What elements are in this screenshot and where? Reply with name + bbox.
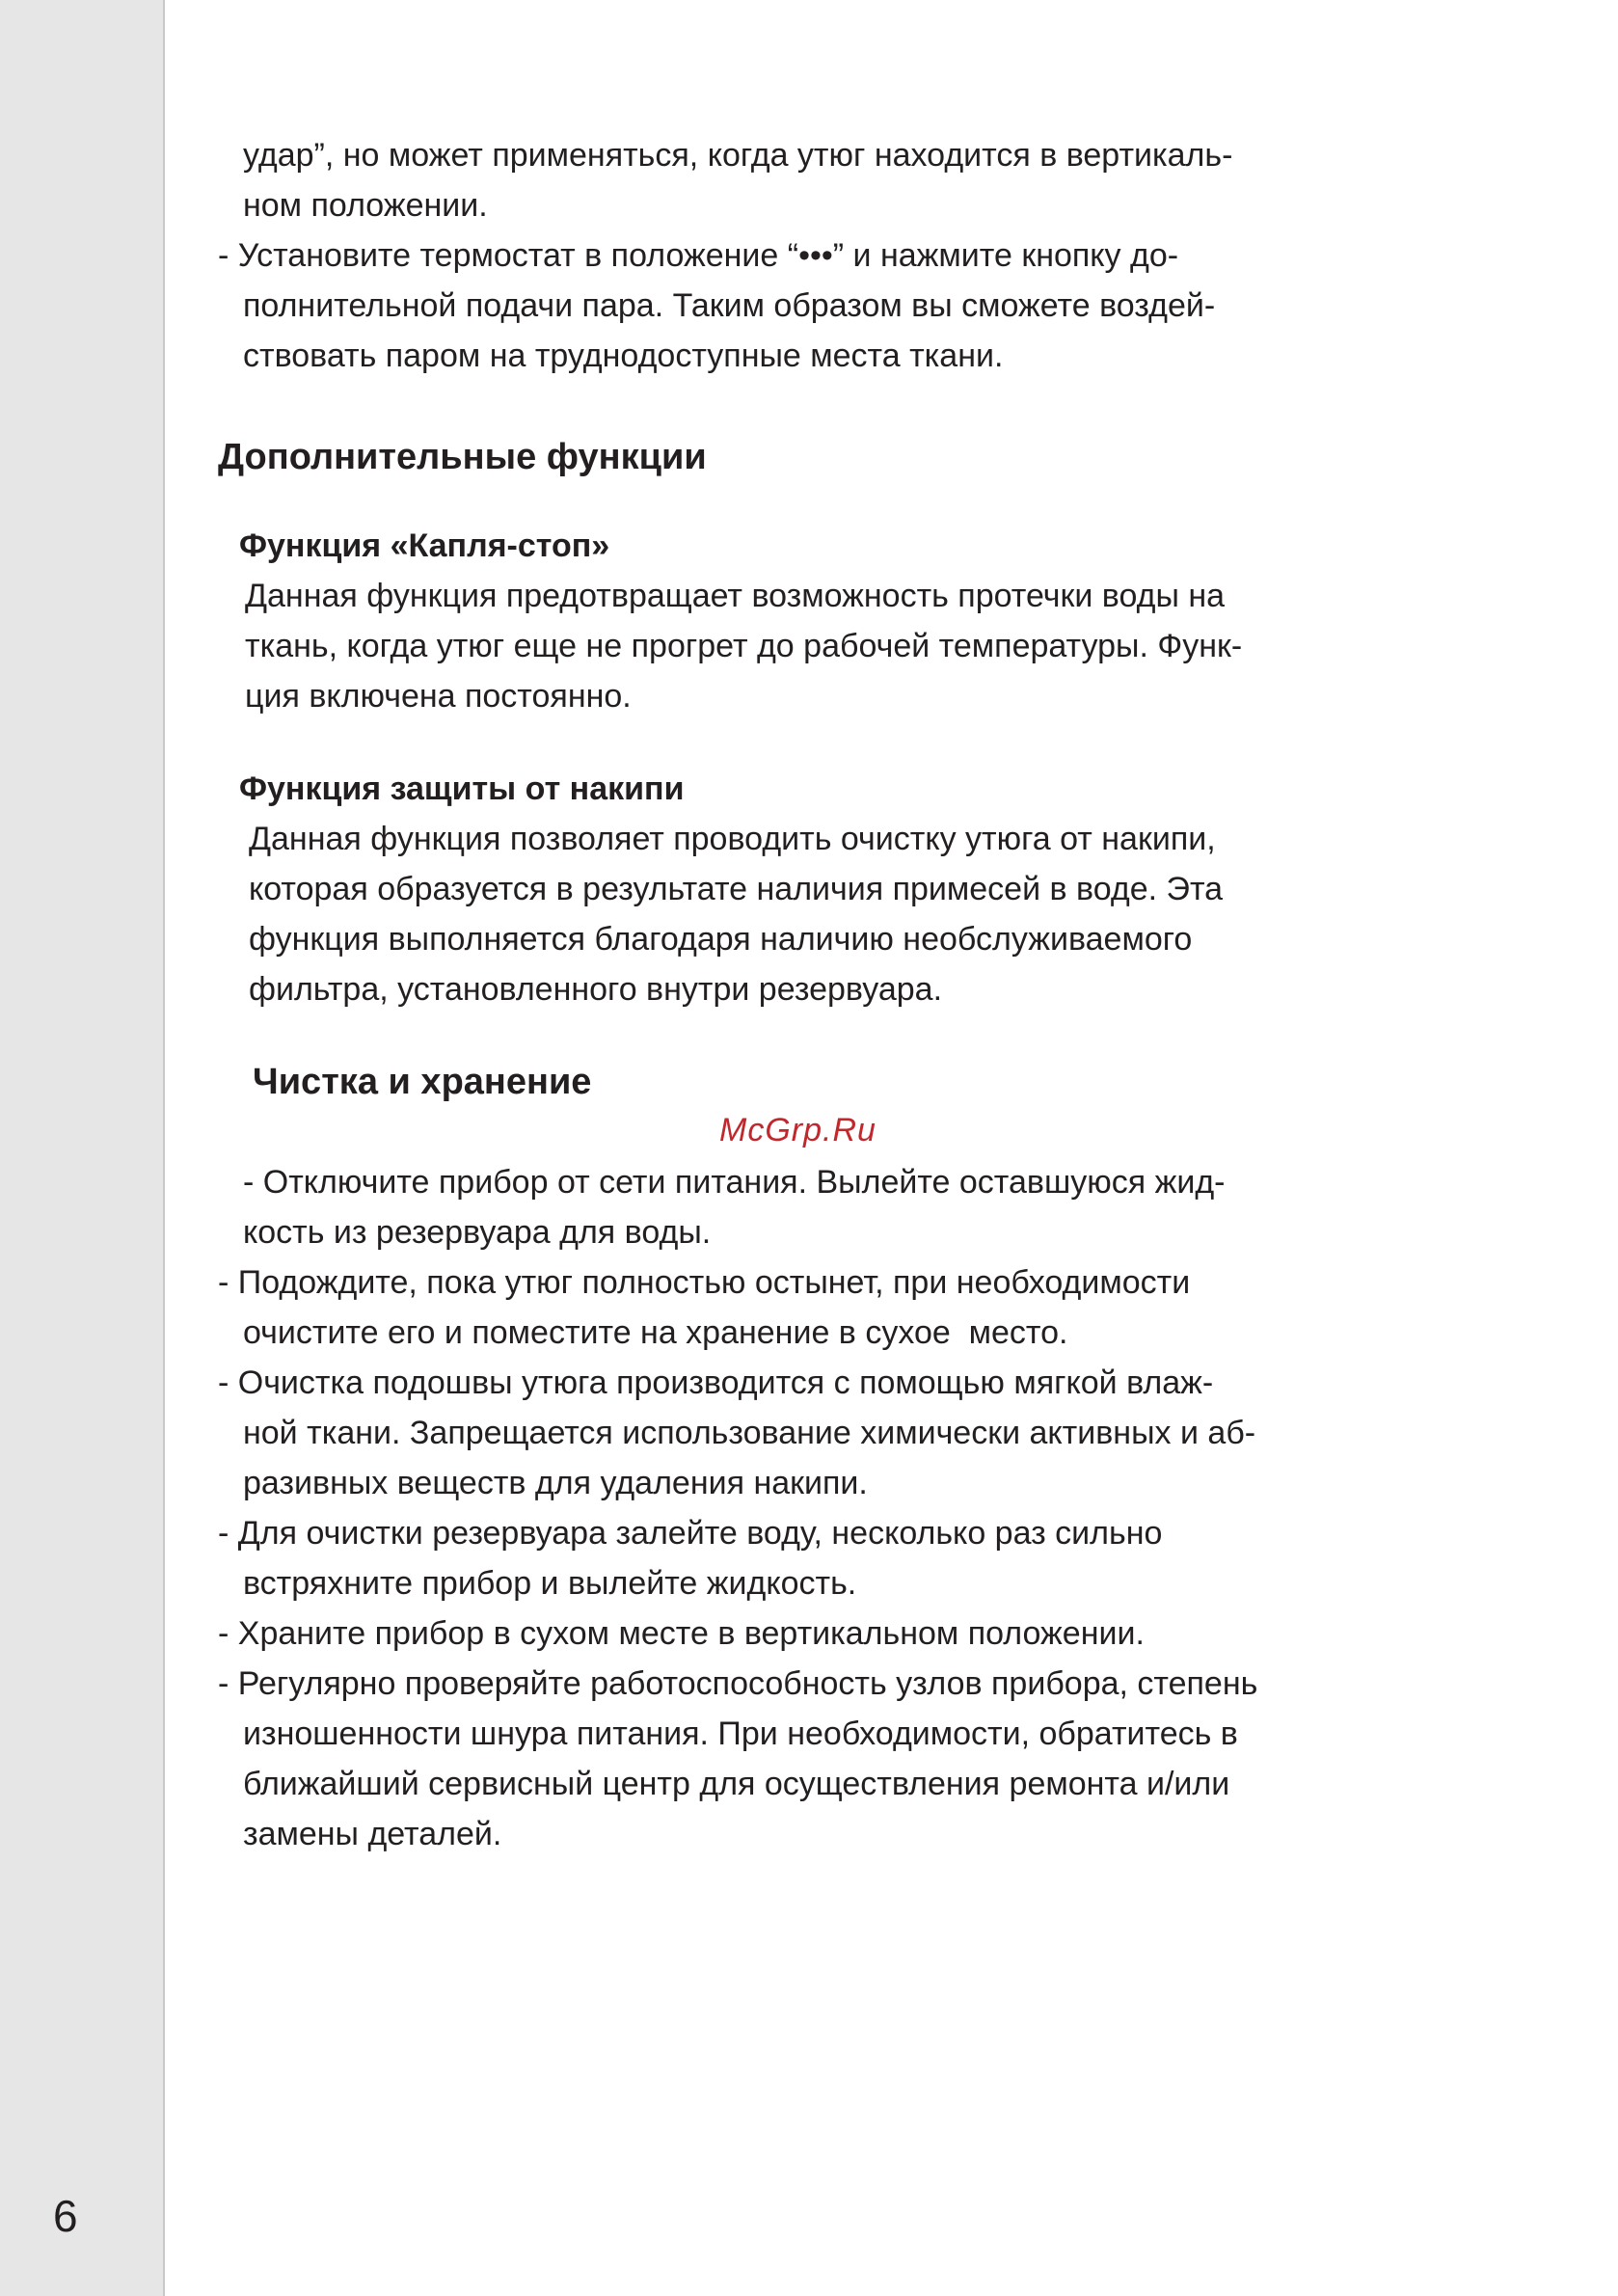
subsection-title-anti-scale: Функция защиты от накипи — [239, 770, 685, 807]
drip-stop-block — [218, 521, 1433, 721]
cleaning-line: - Отключите прибор от сети питания. Вылейте оставшуюся жид- — [243, 1164, 1226, 1201]
intro-line: полнительной подачи пара. Таким образом вы сможете воздей- — [243, 287, 1216, 324]
drip-stop-line: ткань, когда утюг еще не прогрет до рабочей температуры. Функ- — [245, 628, 1243, 664]
cleaning-line: очистите его и поместите на хранение в сухое место. — [243, 1314, 1068, 1351]
section-title-extra-functions: Дополнительные функции — [218, 437, 707, 477]
left-margin-strip — [0, 0, 163, 2296]
intro-line: ствовать паром на труднодоступные места ткани. — [243, 338, 1004, 374]
cleaning-line: замены деталей. — [243, 1816, 502, 1852]
anti-scale-block — [218, 764, 1433, 1014]
cleaning-line: разивных веществ для удаления накипи. — [243, 1465, 868, 1501]
section-title-cleaning: Чистка и хранение — [253, 1062, 592, 1102]
intro-line: ном положении. — [243, 187, 488, 224]
intro-line: - Установите термостат в положение “•••” и нажмите кнопку до- — [218, 237, 1179, 274]
anti-scale-line: фильтра, установленного внутри резервуара. — [249, 971, 943, 1008]
watermark-link[interactable]: McGrp.Ru — [719, 1112, 876, 1148]
intro-block — [218, 130, 1433, 381]
page-number: 6 — [53, 2191, 78, 2241]
margin-divider — [163, 0, 165, 2296]
cleaning-line: ближайший сервисный центр для осуществления ремонта и/или — [243, 1766, 1230, 1802]
cleaning-line: изношенности шнура питания. При необходимости, обратитесь в — [243, 1715, 1238, 1752]
cleaning-line: встряхните прибор и вылейте жидкость. — [243, 1565, 857, 1602]
page-content — [218, 130, 1433, 1859]
cleaning-line: кость из резервуара для воды. — [243, 1214, 712, 1251]
anti-scale-line: функция выполняется благодаря наличию необслуживаемого — [249, 921, 1193, 958]
subsection-title-drip-stop: Функция «Капля-стоп» — [239, 527, 610, 564]
drip-stop-line: Данная функция предотвращает возможность протечки воды на — [245, 578, 1226, 614]
anti-scale-line: которая образуется в результате наличия примесей в воде. Эта — [249, 871, 1224, 907]
cleaning-line: - Подождите, пока утюг полностью остынет, при необходимости — [218, 1264, 1191, 1301]
intro-line: удар”, но может применяться, когда утюг находится в вертикаль- — [243, 137, 1233, 174]
drip-stop-line: ция включена постоянно. — [245, 678, 632, 715]
anti-scale-line: Данная функция позволяет проводить очистку утюга от накипи, — [249, 821, 1216, 857]
cleaning-line: - Очистка подошвы утюга производится с помощью мягкой влаж- — [218, 1364, 1214, 1401]
cleaning-line: - Регулярно проверяйте работоспособность узлов прибора, степень — [218, 1665, 1258, 1702]
cleaning-line: ной ткани. Запрещается использование химически активных и аб- — [243, 1415, 1256, 1451]
cleaning-line: - Храните прибор в сухом месте в вертикальном положении. — [218, 1615, 1145, 1652]
cleaning-block — [218, 1157, 1433, 1859]
cleaning-line: - Для очистки резервуара залейте воду, несколько раз сильно — [218, 1515, 1163, 1552]
